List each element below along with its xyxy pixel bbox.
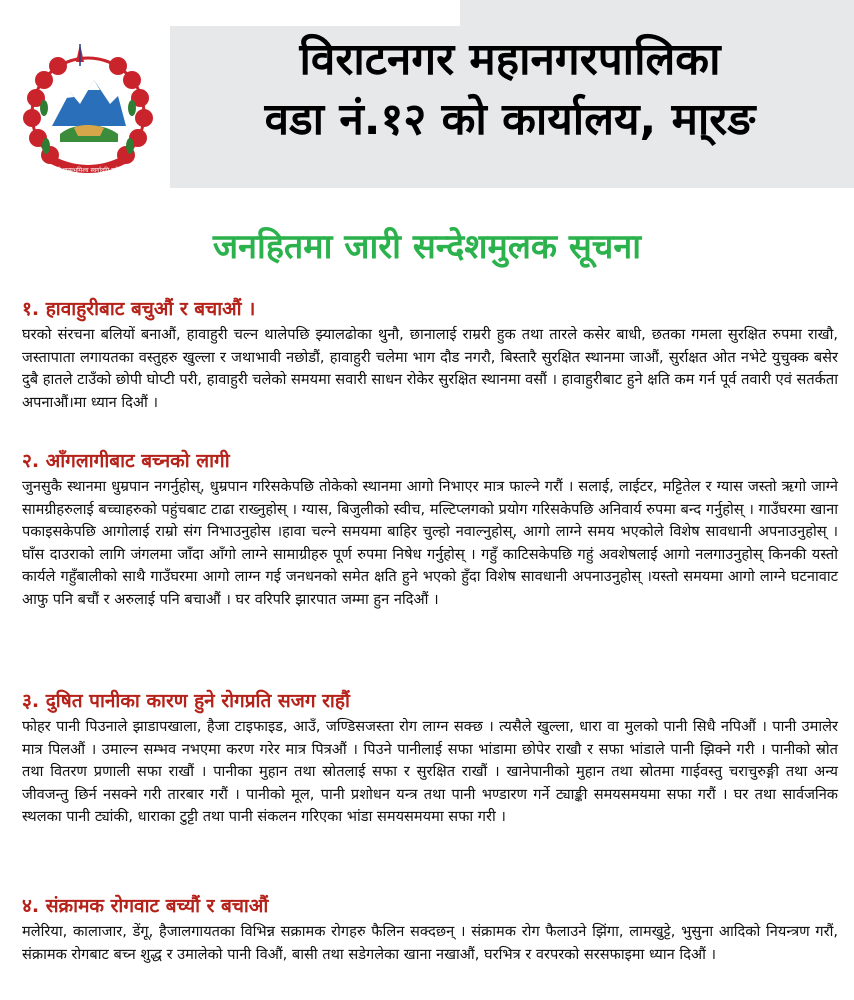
section-heading: २. आँगलागीबाट बच्नको लागी	[22, 450, 230, 472]
notice-section-fire	[22, 448, 838, 612]
section-heading: ३. दुषित पानीका कारण हुने रोगप्रति सजग राहौं	[22, 690, 350, 712]
emblem-motto: जननी जन्मभूमिश्च स्वर्गादपि गरीयसी	[48, 167, 128, 174]
header-notch	[170, 0, 460, 26]
section-body: घरको संरचना बलियों बनाऔं, हावाहुरी चल्न थालेपछि झ्यालढोका थुनौ, छानालाई राम्ररी हुक तथा तारले कसेर बाधी, छतका गमला सुरक्षित रुपमा राखौ, जस्तापाता लगायतका वस्तुहरु खुल्ला र जथाभावी नछोडौं, हावाहुरी चलेमा भाग दौड नगरौ, बिस्तारै सुरक्षित स्थानमा जाऔं, सुर्राक्षत ओत नभेटे युचुक्क बसेर दुबै हातले टाउँको छोपी घोप्टी परी, हावाहुरी चलेको समयमा सवारी साधन रोकेर सुरक्षित स्थानमा वसौं । हावाहुरीबाट हुने क्षति कम गर्न पूर्व तवारी एवं सतर्कता अपनाऔं।मा ध्यान दिऔं ।	[22, 326, 838, 411]
nepal-emblem-icon	[14, 38, 162, 176]
notice-section-windstorm	[22, 296, 838, 414]
section-heading: ४. संक्रामक रोगवाट बच्यौं र बचाऔं	[22, 895, 269, 917]
office-title	[190, 30, 830, 150]
notice-section-water	[22, 688, 838, 829]
office-name-line2: वडा नं.१२ को कार्यालय, मा्रङ	[264, 94, 756, 145]
notice-title: जनहितमा जारी सन्देशमुलक सूचना	[212, 227, 642, 267]
section-heading: १. हावाहुरीबाट बचुऔं र बचाऔं ।	[22, 298, 256, 320]
notice-section-disease	[22, 893, 838, 966]
section-body: जुनसुकै स्थानमा धुम्रपान नगर्नुहोस्, धुम्रपान गरिसकेपछि तोकेको स्थानमा आगो निभाएर मात्र फाल्ने गरौं । सलाई, लाईटर, मट्टितेल र ग्यास जस्तो ऋगो जाग्ने सामग्रीहरुलाई बच्चाहरुको पहुंचबाट टाढा राख्नुहोस् । ग्यास, बिजुलीको स्वीच, मल्टिप्लगको प्रयोग गरिसकेपछि अनिवार्य रुपमा बन्द गर्नुहोस् । गाउँघरमा खाना पकाइसकेपछि आगोलाई राम्रो संग निभाउनुहोस ।हावा चल्ने समयमा बाहिर चुल्हो नवाल्नुहोस्, आगो लाग्ने समय भएकोले विशेष सावधानी अपनाउनुहोस् । घाँस दाउराको लागि जंगलमा जाँदा आँगो लाग्ने सामाग्रीहरु पूर्ण रुपमा निषेध गर्नुहोस् । गहुँ काटिसकेपछि गहुं अवशेषलाई आगो नलगाउनुहोस् किनकी यस्तो कार्यले गहुँबालीको साथै गाउँघरमा आगो लाग्न गई जनधनको समेत क्षति हुने भएको हुँदा विशेष सावधानी अपनाउनुहोस् ।यस्तो समयमा आगो लाग्ने घटनावाट आफु पनि बचौं र अरुलाई पनि बचाऔं । घर वरिपरि झारपात जम्मा हुन नदिऔं ।	[22, 478, 838, 608]
section-body: मलेरिया, कालाजार, डेंगू, हैजालगायतका विभिन्न सक्रामक रोगहरु फैलिन सक्दछन् । संक्रामक रोग फैलाउने झिंगा, लामखुट्टे, भुसुना आदिको नियन्त्रण गरौं, संक्रामक रोगबाट बच्न शुद्ध र उमालेको पानी विऔं, बासी तथा सडेगलेका खाना नखाऔं, घरभित्र र वरपरको सरसफाइमा ध्यान दिऔं ।	[22, 923, 838, 963]
section-body: फोहर पानी पिउनाले झाडापखाला, हैजा टाइफाइड, आउँ, जण्डिसजस्ता रोग लाग्न सक्छ । त्यसैले खुल्ला, धारा वा मुलको पानी सिधै नपिऔं । पानी उमालेर मात्र पिलऔं । उमाल्न सम्भव नभएमा करण गरेर मात्र पित्रऔं । पिउने पानीलाई सफा भांडामा छोपेर राखौ र सफा भांडाले पानी झिक्ने गरी । पानीको स्रोत तथा वितरण प्रणाली सफा राखौं । पानीका मुहान तथा स्रोतलाई सफा र सुरक्षित राखौं । खानेपानीको मुहान तथा स्रोतमा गाईवस्तु चराचुरुङ्गी तथा अन्य जीवजन्तु छिर्न नसक्ने गरी तारबार गरौं । पानीको मूल, पानी प्रशोधन यन्त्र तथा पानी भण्डारण गर्ने ट्याङ्की समयसमयमा सफा गरौं । घर तथा सार्वजनिक स्थलका पानी ट्यांकी, धाराका टुट्टी तथा पानी संकलन गरिएका भांडा समयसमयमा सफा गरी ।	[22, 718, 838, 826]
office-name-line1: विराटनगर महानगरपालिका	[299, 34, 721, 85]
